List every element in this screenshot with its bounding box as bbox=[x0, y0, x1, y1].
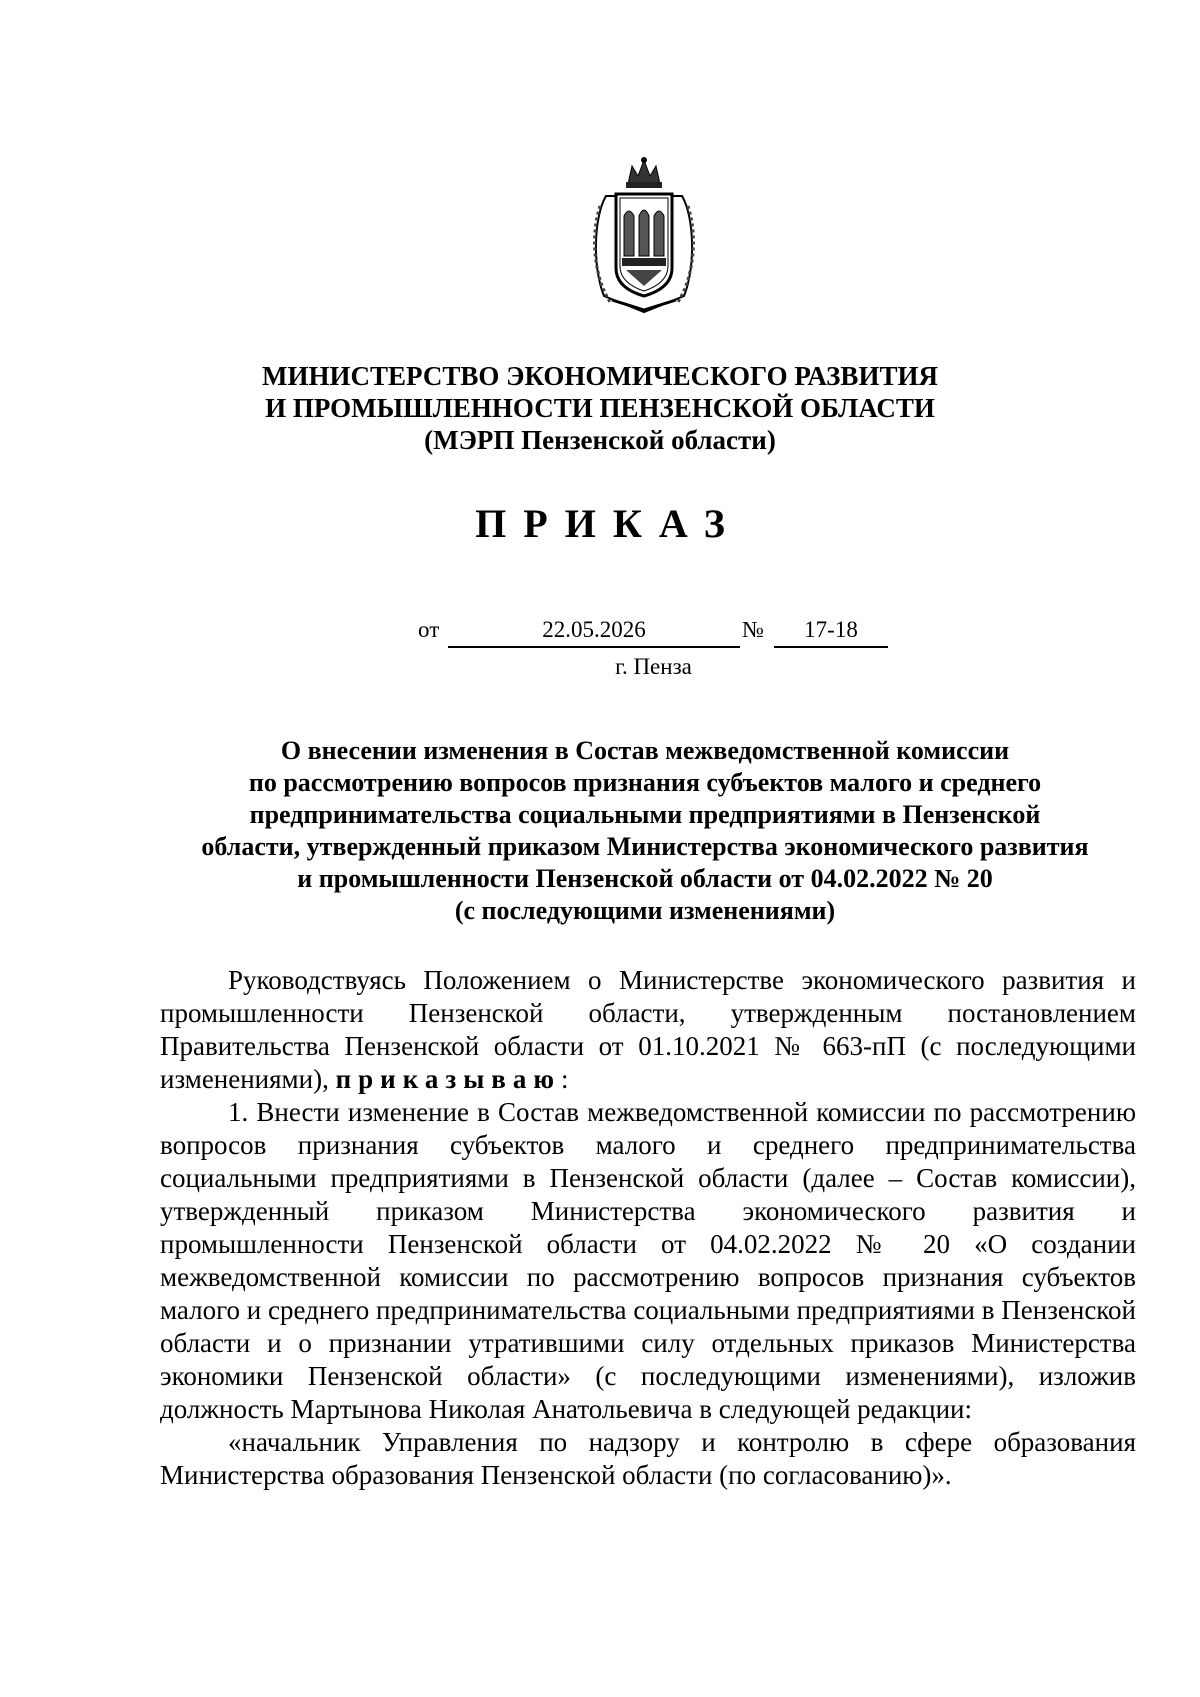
ministry-name bbox=[0, 360, 1200, 456]
document-body bbox=[160, 964, 1136, 1492]
intro-text: Руководствуясь Положением о Министерстве экономического развития и промышленности Пензенской области, утвержденным постановлением Правительства Пензенской области от 01.10.2021 № 663-пП (с последующими изменениями), bbox=[160, 965, 1136, 1094]
from-label: от bbox=[418, 617, 440, 642]
item-1-paragraph: 1. Внести изменение в Состав межведомственной комиссии по рассмотрению вопросов признания субъектов малого и среднего предпринимательства социальными предприятиями в Пензенской области (далее – Состав комиссии), утвержденный приказом Министерства экономического развития и промышленности Пензенской области от 04.02.2022 № 20 «О создании межведомственной комиссии по рассмотрению вопросов признания субъектов малого и среднего предпринимательства социальными предприятиями в Пензенской области и о признании утратившими силу отдельных приказов Министерства экономики Пензенской области» (с последующими изменениями), изложив должность Мартынова Николая Анатольевича в следующей редакции: bbox=[160, 1097, 1136, 1424]
ministry-name-line2: И ПРОМЫШЛЕННОСТИ ПЕНЗЕНСКОЙ ОБЛАСТИ bbox=[265, 393, 935, 423]
subject-line: по рассмотрению вопросов признания субъектов малого и среднего bbox=[248, 768, 1042, 797]
subject-line: области, утвержденный приказом Министерства экономического развития bbox=[201, 832, 1089, 861]
document-date-number-row bbox=[0, 616, 1200, 648]
city-label: г. Пенза bbox=[615, 654, 692, 679]
ministry-name-line1: МИНИСТЕРСТВО ЭКОНОМИЧЕСКОГО РАЗВИТИЯ bbox=[262, 361, 938, 391]
ministry-short-name: (МЭРП Пензенской области) bbox=[424, 425, 776, 455]
intro-end: : bbox=[561, 1064, 569, 1094]
document-number: 17-18 bbox=[774, 616, 888, 648]
document-date: 22.05.2026 bbox=[448, 616, 740, 648]
document-subject bbox=[140, 735, 1150, 927]
number-label: № bbox=[742, 617, 764, 642]
quote-paragraph: «начальник Управления по надзору и контролю в сфере образования Министерства образования Пензенской области (по согласованию)». bbox=[160, 1427, 1136, 1490]
intro-paragraph bbox=[160, 964, 1136, 1096]
subject-line: (с последующими изменениями) bbox=[454, 896, 836, 925]
subject-line: О внесении изменения в Состав межведомственной комиссии bbox=[280, 736, 1010, 765]
subject-line: предпринимательства социальными предприятиями в Пензенской bbox=[249, 800, 1041, 829]
order-word: приказываю bbox=[335, 1064, 562, 1094]
document-type-title: ПРИКАЗ bbox=[475, 501, 742, 546]
coat-of-arms-icon bbox=[586, 156, 702, 314]
subject-line: и промышленности Пензенской области от 04.02.2022 № 20 bbox=[297, 864, 993, 893]
